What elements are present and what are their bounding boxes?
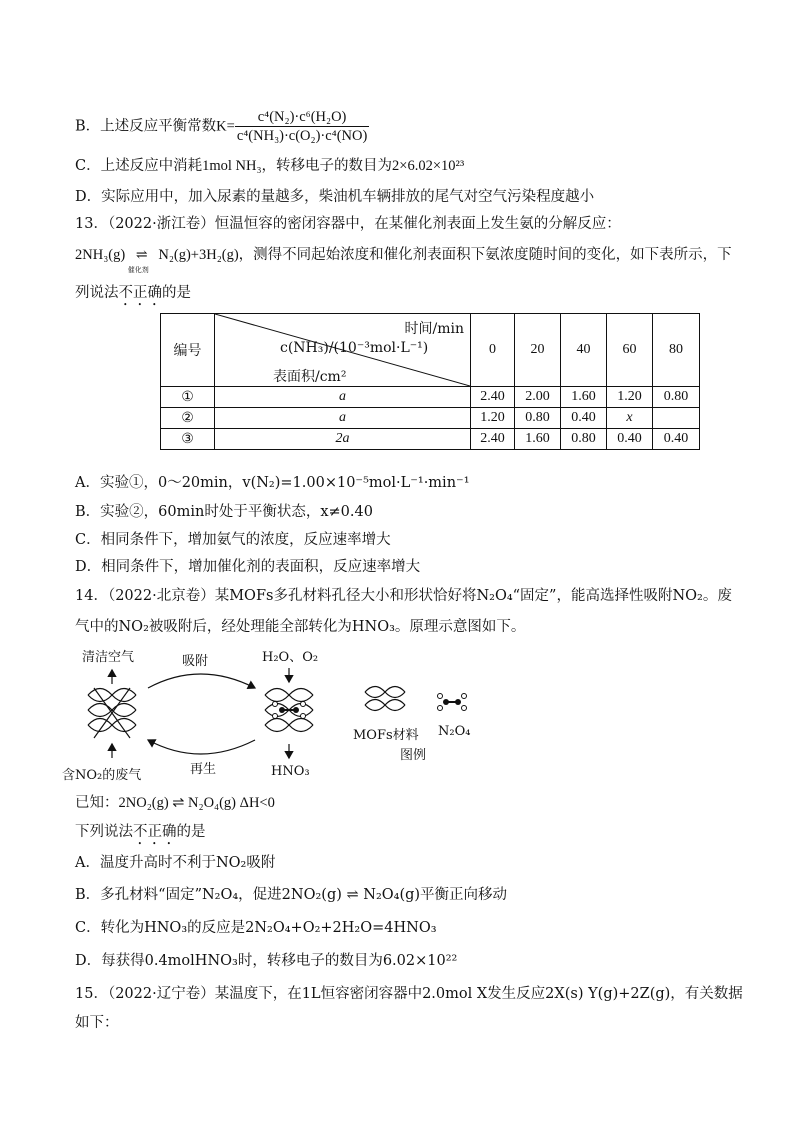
option-value: 2×6.02×10²³ <box>392 158 465 174</box>
label-hno3: HNO₃ <box>271 764 310 779</box>
fraction-denominator: c⁴(NH₃)·c(O₂)·c⁴(NO) <box>236 128 368 144</box>
mof-principle-diagram <box>60 640 480 790</box>
stem-text: 的是 <box>162 285 191 301</box>
mof-mesh-left <box>88 688 136 738</box>
time-col: 60 <box>607 314 653 387</box>
q15-stem-line1: 15．（2022·辽宁卷）某温度下，在1L恒容密闭容器中2.0mol X发生反应2X(s) Y(g)+2Z(g)，有关数据 <box>75 986 743 1002</box>
fraction-numerator: c⁴(N₂)·c⁶(H₂O) <box>235 108 370 127</box>
q15-stem-line2: 如下： <box>75 1015 119 1031</box>
stem-text: 列说法 <box>75 285 119 301</box>
label-adsorb: 吸附 <box>182 654 209 669</box>
header-area: 表面积/cm² <box>273 369 347 385</box>
q14-option-b: B．多孔材料“固定”N₂O₄，促进2NO₂(g) ⇌ N₂O₄(g)平衡正向移动 <box>75 887 508 903</box>
row-id: ③ <box>161 429 215 450</box>
q13-option-c: C．相同条件下，增加氨气的浓度，反应速率增大 <box>75 532 391 548</box>
equilibrium-arrow: ⇌ 催化剂 <box>130 245 154 265</box>
emphasis-not-correct: 不正确 <box>118 285 162 301</box>
q14-option-d: D．每获得0.4molHNO₃时，转移电子的数目为6.02×10²² <box>75 953 458 969</box>
legend-title: 图例 <box>400 748 427 763</box>
stem-text: 下列说法 <box>75 824 133 840</box>
cell <box>653 408 700 429</box>
k-symbol: K= <box>216 118 235 135</box>
equilibrium-constant-fraction <box>235 108 370 145</box>
header-time: 时间/min <box>404 321 464 337</box>
stem-text: 的是 <box>176 824 206 840</box>
cell: 1.20 <box>607 387 653 408</box>
option-text: B．上述反应平衡常数 <box>75 118 217 135</box>
header-number: 编号 <box>161 314 215 387</box>
q13-option-d: D．相同条件下，增加催化剂的表面积，反应速率增大 <box>75 559 421 575</box>
q14-stem-line2: 气中的NO₂被吸附后，经处理能全部转化为HNO₃。原理示意图如下。 <box>75 619 526 635</box>
legend-mof-label: MOFs材料 <box>353 728 419 743</box>
equation-left: 2NH₃(g) <box>75 247 126 263</box>
cell: 1.20 <box>471 408 515 429</box>
header-diagonal-cell <box>215 314 471 387</box>
row-area: 2a <box>215 429 471 450</box>
q14-known: 已知：2NO₂(g) ⇌ N₂O₄(g) ΔH<0 <box>75 795 275 811</box>
option-c-prev <box>75 156 464 176</box>
cell: 0.40 <box>653 429 700 450</box>
cell: 0.40 <box>561 408 607 429</box>
regen-arrow <box>148 740 255 754</box>
cell: 0.80 <box>561 429 607 450</box>
time-col: 80 <box>653 314 700 387</box>
q13-option-b: B．实验②，60min时处于平衡状态，x≠0.40 <box>75 504 373 520</box>
q14-stem-line1: 14．（2022·北京卷）某MOFs多孔材料孔径大小和形状恰好将N₂O₄“固定”，能高选择性吸附NO₂。废 <box>75 588 732 604</box>
label-clean-air: 清洁空气 <box>82 650 135 665</box>
cell: 1.60 <box>515 429 561 450</box>
table-row <box>161 429 700 450</box>
cell: 2.00 <box>515 387 561 408</box>
row-area: a <box>215 408 471 429</box>
q13-stem-line1: 13．（2022·浙江卷）恒温恒容的密闭容器中，在某催化剂表面上发生氨的分解反应： <box>75 216 621 232</box>
row-area: a <box>215 387 471 408</box>
cell: 2.40 <box>471 387 515 408</box>
time-col: 0 <box>471 314 515 387</box>
option-value: 1mol NH₃ <box>202 158 262 174</box>
q13-data-table <box>160 313 700 450</box>
q14-option-a: A．温度升高时不利于NO₂吸附 <box>75 855 276 871</box>
cell: 0.80 <box>653 387 700 408</box>
time-col: 20 <box>515 314 561 387</box>
time-col: 40 <box>561 314 607 387</box>
q14-ask <box>75 822 206 848</box>
q13-stem-line3 <box>75 283 191 309</box>
equation-right: N₂(g)+3H₂(g) <box>158 247 239 263</box>
legend-n2o4-label: N₂O₄ <box>438 724 471 739</box>
cell: x <box>607 408 653 429</box>
n2o4-in-mof <box>273 702 306 719</box>
label-waste-gas: 含NO₂的废气 <box>62 768 142 783</box>
emphasis-not-correct: 不正确 <box>133 824 177 840</box>
table-row <box>161 408 700 429</box>
stem-text: ，测得不同起始浓度和催化剂表面积下氨浓度随时间的变化，如下表所示，下 <box>238 247 732 263</box>
header-concentration: c(NH₃)/(10⁻³mol·L⁻¹) <box>280 340 429 356</box>
label-regen: 再生 <box>190 762 217 777</box>
label-h2o-o2: H₂O、O₂ <box>262 650 319 665</box>
legend-mof-mesh <box>365 687 405 711</box>
option-b-prev <box>75 108 369 145</box>
q13-stem-line2 <box>75 245 732 274</box>
cell: 0.80 <box>515 408 561 429</box>
cell: 2.40 <box>471 429 515 450</box>
option-text: ，转移电子的数目为 <box>261 158 393 174</box>
cell: 0.40 <box>607 429 653 450</box>
q13-option-a: A．实验①，0～20min，v(N₂)=1.00×10⁻⁵mol·L⁻¹·min⁻¹ <box>75 475 470 491</box>
cell: 1.60 <box>561 387 607 408</box>
row-id: ① <box>161 387 215 408</box>
legend-n2o4-molecule <box>438 694 467 711</box>
catalyst-label: 催化剂 <box>127 266 149 274</box>
adsorb-arrow <box>148 674 255 688</box>
row-id: ② <box>161 408 215 429</box>
option-text: C．上述反应中消耗 <box>75 158 203 174</box>
option-d-prev: D．实际应用中，加入尿素的量越多，柴油机车辆排放的尾气对空气污染程度越小 <box>75 189 595 205</box>
table-row <box>161 387 700 408</box>
q14-option-c: C．转化为HNO₃的反应是2N₂O₄+O₂+2H₂O=4HNO₃ <box>75 920 437 936</box>
